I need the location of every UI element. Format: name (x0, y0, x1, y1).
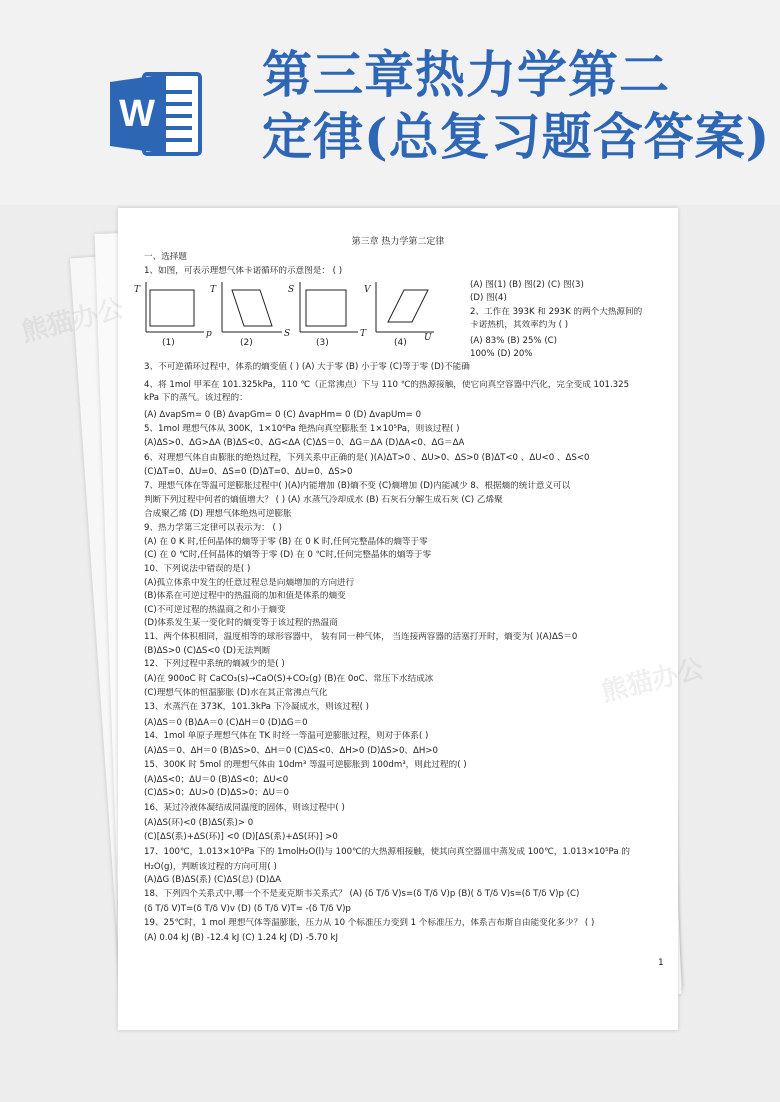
question-line: (C)理想气体的恒温膨胀 (D)水在其正常沸点气化 (144, 688, 328, 698)
question-line: (A) 图(1) (B) 图(2) (C) 图(3) (470, 280, 584, 290)
question-line: 合成聚乙烯 (D) 理想气体绝热可逆膨胀 (144, 509, 292, 519)
question-line: 判断下列过程中何者的熵值增大？ ( ) (A) 水蒸气冷却成水 (B) 石灰石分解生成石灰 (C) 乙烯聚 (144, 495, 503, 505)
question-line: (C)ΔS>0；ΔU>0 (D)ΔS>0；ΔU＝0 (144, 788, 290, 798)
question-line: 18、下列四个关系式中,哪一个不是麦克斯韦关系式？ (A) (δ T/δ V)s=(δ T/δ V)p (B)( δ T/δ V)s=(δ T/δ V)p (C) (144, 889, 580, 899)
axis-label: T (134, 285, 141, 295)
question-line: (D)体系发生某一变化时的熵变等于该过程的热温商 (144, 618, 338, 628)
question-line: 16、某过冷液体凝结成同温度的固体，则该过程中( ) (144, 803, 345, 813)
figure-label-2: (2) (240, 338, 253, 348)
question-line: 5、1mol 理想气体从 300K，1×10⁶Pa 绝热向真空膨胀至 1×10⁵Pa，则该过程( ) (144, 424, 460, 434)
svg-text:W: W (119, 93, 155, 135)
question-line: (A)ΔS>0、ΔG>ΔA (B)ΔS<0、ΔG<ΔA (C)ΔS＝0、ΔG＝ΔA (D)ΔA<0、ΔG＝ΔA (144, 438, 465, 448)
axis-label: U (424, 333, 432, 340)
question-line: 6、对理想气体自由膨胀的绝热过程，下列关系中正确的是( )(A)ΔT>0 、ΔU>0、ΔS>0 (B)ΔT<0 、ΔU<0 、ΔS<0 (144, 453, 590, 463)
figure-label-3: (3) (316, 338, 329, 348)
watermark: 熊猫办公 (18, 293, 127, 349)
question-line: 11、两个体积相同，温度相等的球形容器中， 装有同一种气体， 当连接两容器的活塞打开时，熵变为( )(A)ΔS＝0 (144, 632, 578, 642)
question-line: 一、选择题 (144, 252, 187, 262)
axis-label: S (288, 285, 295, 295)
question-line: (B)ΔS>0 (C)ΔS<0 (D)无法判断 (144, 646, 271, 656)
question-line: 14、1mol 单原子理想气体在 TK 时经一等温可逆膨胀过程，则对于体系( ) (144, 731, 429, 741)
axis-label: T (210, 285, 217, 295)
page-number: 1 (658, 958, 664, 968)
question-line: 7、理想气体在等温可逆膨胀过程中( )(A)内能增加 (B)熵不变 (C)熵增加 (D)内能减少 8、根据熵的统计意义可以 (144, 481, 571, 491)
question-line: 17、100℃，1.013×10⁵Pa 下的 1molH₂O(l)与 100℃的大热源相接触，使其向真空器皿中蒸发成 100℃，1.013×10⁵Pa 的 (144, 847, 630, 857)
axis-label: T (360, 329, 367, 339)
carnot-cycle-figure (132, 282, 437, 352)
document-body (118, 208, 678, 1030)
question-line: (A)ΔS＝0、ΔH＝0 (B)ΔS>0、ΔH＝0 (C)ΔS<0、ΔH>0 (D)ΔS>0、ΔH>0 (144, 746, 439, 756)
question-line: (C) 在 0 ℃时,任何晶体的熵等于零 (D) 在 0 ℃时,任何完整晶体的熵等于零 (144, 550, 432, 560)
banner (0, 0, 780, 205)
question-line: (C)不可逆过程的热温商之和小于熵变 (144, 605, 286, 615)
question-line: (A) ΔvapSm= 0 (B) ΔvapGm= 0 (C) ΔvapHm= 0 (D) ΔvapUm= 0 (144, 410, 422, 420)
question-line: (A)ΔS(环)<0 (B)ΔS(系)> 0 (144, 818, 254, 828)
question-line: 2、工作在 393K 和 293K 的两个大热源间的 (470, 307, 643, 317)
question-line: 4、将 1mol 甲苯在 101.325kPa，110 ℃（正常沸点）下与 110 ℃的热源接触，使它向真空容器中汽化，完全变成 101.325 (144, 380, 630, 390)
question-line: H₂O(g)，判断该过程的方向可用( ) (144, 862, 277, 872)
question-line: (D) 图(4) (470, 293, 507, 303)
question-line: 1、如图，可表示理想气体卡诺循环的示意图是： ( ) (144, 266, 343, 276)
question-line: kPa 下的蒸气。该过程的： (144, 393, 248, 403)
question-line: (B)体系在可逆过程中的热温商的加和值是体系的熵变 (144, 591, 346, 601)
question-line: 10、下列说法中错误的是( ) (144, 564, 251, 574)
carnot-diagrams (132, 282, 437, 340)
axis-label: S (284, 329, 291, 339)
question-line: 12、下列过程中系统的熵减少的是( ) (144, 659, 285, 669)
document-header: 第三章 热力学第二定律 (351, 237, 445, 247)
question-line: (A)在 900oC 时 CaCO₃(s)→CaO(S)+CO₂(g) (B)在 0oC、常压下水结成冰 (144, 674, 434, 684)
question-line: 卡诺热机，其效率约为 ( ) (470, 320, 569, 330)
title-line-2: 定律(总复习题含答案) (262, 107, 771, 166)
question-line: 3、不可逆循环过程中，体系的熵变值 ( ) (A) 大于零 (B) 小于零 (C)等于零 (D)不能确 (144, 362, 470, 372)
axis-label: p (206, 329, 212, 339)
question-line: (C)[ΔS(系)+ΔS(环)] <0 (D)[ΔS(系)+ΔS(环)] >0 (144, 832, 338, 842)
document-page (118, 208, 678, 1030)
question-line: (C)ΔT=0、ΔU=0、ΔS=0 (D)ΔT=0、ΔU=0、ΔS>0 (144, 467, 353, 477)
axis-label: V (364, 285, 371, 295)
question-line: (A)ΔS<0；ΔU＝0 (B)ΔS<0；ΔU<0 (144, 775, 289, 785)
title-line-1: 第三章热力学第二 (262, 45, 670, 104)
figure-label-4: (4) (394, 338, 407, 348)
question-line: 13、水蒸汽在 373K，101.3kPa 下冷凝成水，则该过程( ) (144, 702, 370, 712)
word-document-icon (108, 66, 204, 162)
question-line: (δ T/δ V)T=(δ T/δ V)v (D) (δ T/δ V)T= -(δ T/δ V)p (144, 904, 351, 914)
question-line: (A) 0.04 kJ (B) -12.4 kJ (C) 1.24 kJ (D) -5.70 kJ (144, 933, 339, 943)
question-line: 15、300K 时 5mol 的理想气体由 10dm³ 等温可逆膨胀到 100dm³，则此过程的( ) (144, 760, 467, 770)
question-line: (A)ΔG (B)ΔS(系) (C)ΔS(总) (D)ΔA (144, 875, 281, 885)
figure-label-1: (1) (162, 338, 175, 348)
question-line: 9、热力学第三定律可以表示为： ( ) (144, 523, 282, 533)
question-line: (A) 在 0 K 时,任何晶体的熵等于零 (B) 在 0 K 时,任何完整晶体的熵等于零 (144, 537, 428, 547)
question-line: 100% (D) 20% (470, 349, 533, 359)
question-line: (A)孤立体系中发生的任意过程总是向熵增加的方向进行 (144, 578, 355, 588)
page-title (262, 44, 772, 168)
question-line: (A) 83% (B) 25% (C) (470, 336, 558, 346)
question-line: (A)ΔS＝0 (B)ΔA＝0 (C)ΔH＝0 (D)ΔG＝0 (144, 718, 308, 728)
question-line: 19、25℃时，1 mol 理想气体等温膨胀，压力从 10 个标准压力变到 1 个标准压力，体系吉布斯自由能变化多少？ ( ) (144, 918, 595, 928)
